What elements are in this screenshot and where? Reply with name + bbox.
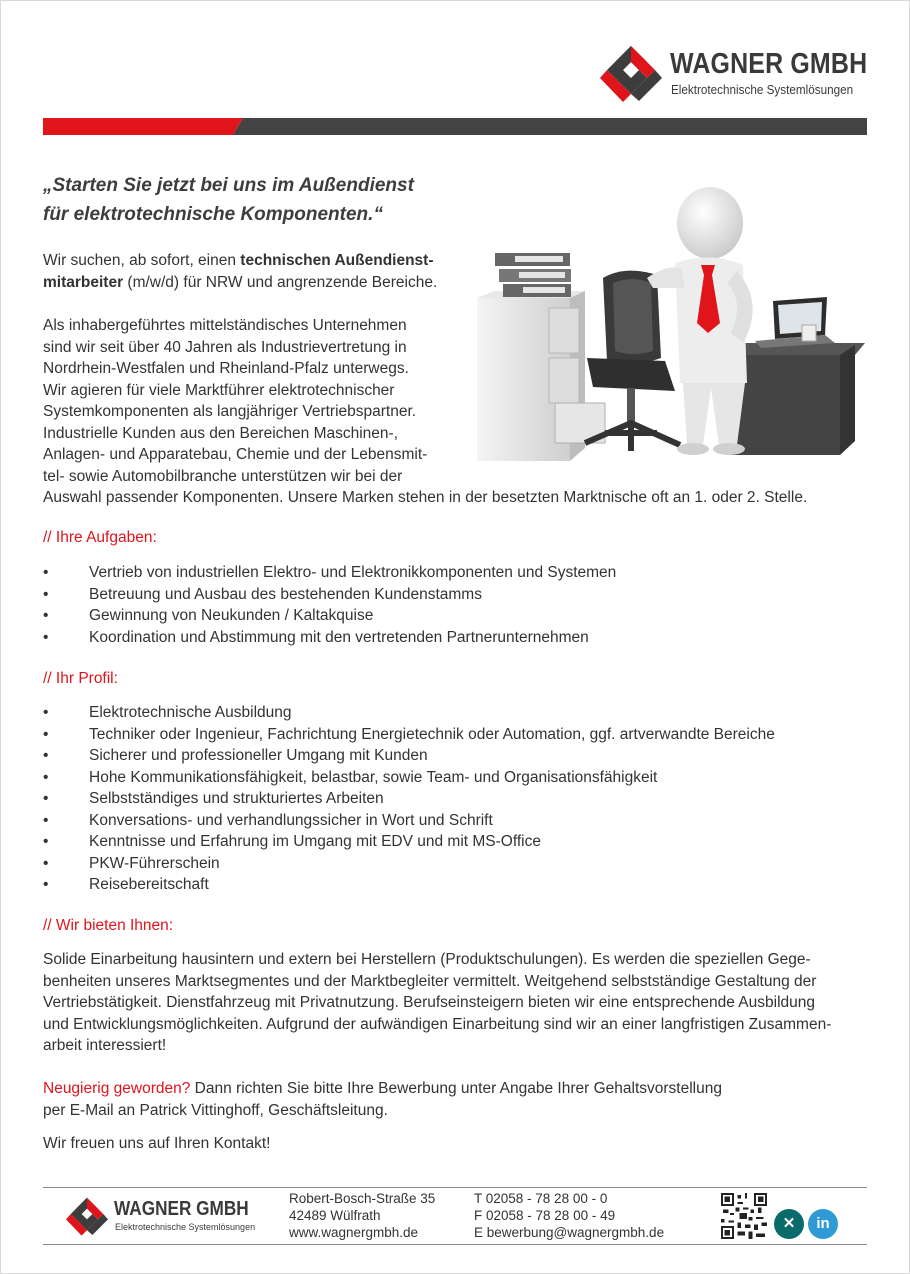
company-line: Wir agieren für viele Marktführer elektrotechnischer [43,381,395,399]
profile-heading: // Ihr Profil: [43,670,118,687]
headline-line-2: für elektrotechnische Komponenten.“ [43,204,383,225]
footer-email-link[interactable]: E bewerbung@wagnergmbh.de [474,1225,665,1240]
company-line: tel- sowie Automobilbranche unterstützen wir bei der [43,467,403,485]
tasks-heading: // Ihre Aufgaben: [43,529,157,546]
qr-code-icon[interactable] [721,1193,767,1239]
company-line: sind wir seit über 40 Jahren als Industrievertretung in [43,338,407,356]
list-item: • Selbstständiges und strukturiertes Arbeiten [43,788,863,810]
list-item: • Vertrieb von industriellen Elektro- und Elektronikkomponenten und Systemen [43,562,863,584]
footer-street: Robert-Bosch-Straße 35 [289,1191,436,1206]
offer-heading: // Wir bieten Ihnen: [43,917,174,934]
office-illustration [475,183,867,468]
intro-bold-1: technischen Außendienst- [240,252,434,269]
header-bar [43,118,867,135]
wagner-logo-icon [600,44,662,102]
offer-line: arbeit interessiert! [43,1037,167,1054]
footer-city: 42489 Wülfrath [289,1208,381,1223]
offer-paragraph [43,949,873,1057]
list-item: • Techniker oder Ingenieur, Fachrichtung Energietechnik oder Automation, ggf. artverwandte Bereiche [43,724,863,746]
headline [43,171,483,229]
cta-highlight: Neugierig geworden? [43,1080,191,1097]
company-line: Anlagen- und Apparatebau, Chemie und der Lebensmit- [43,446,428,463]
profile-list [43,702,863,896]
company-line: Systemkomponenten als langjähriger Vertriebspartner. [43,403,417,420]
footer-phone: T 02058 - 78 28 00 - 0 [474,1191,608,1206]
offer-line: und Entwicklungsmöglichkeiten. Aufgrund der aufwändigen Einarbeitung sind wir an einer langfristigen Zusammen- [43,1015,832,1033]
list-item: • Gewinnung von Neukunden / Kaltakquise [43,605,863,627]
list-item: • Koordination und Abstimmung mit den vertretenden Partnerunternehmen [43,627,863,649]
headline-line-1: „Starten Sie jetzt bei uns im Außendienst [43,175,414,196]
company-line: Nordrhein-Westfalen und Rheinland-Pfalz unterwegs. [43,360,409,377]
intro-bold-2: mitarbeiter [43,273,124,291]
footer-fax: F 02058 - 78 28 00 - 49 [474,1208,616,1223]
closing-text: Wir freuen uns auf Ihren Kontakt! [43,1135,271,1152]
call-to-action [43,1078,873,1121]
footer-contact [474,1190,664,1241]
list-item: • PKW-Führerschein [43,853,863,875]
tasks-list [43,562,863,648]
offer-line: Solide Einarbeitung hausintern und extern bei Herstellern (Produktschulungen). Es werden die speziellen Gege- [43,951,811,968]
list-item: • Betreuung und Ausbau des bestehenden Kundenstamms [43,584,863,606]
intro-text [43,250,483,293]
cta-line-2: per E-Mail an Patrick Vittinghoff, Geschäftsleitung. [43,1101,388,1119]
intro-part-1: Wir suchen, ab sofort, einen [43,252,241,269]
list-item: • Kenntnisse und Erfahrung im Umgang mit EDV und mit MS-Office [43,831,863,853]
footer-website-link[interactable]: www.wagnergmbh.de [289,1225,419,1240]
footer-company-name: WAGNER GMBH [114,1198,249,1220]
linkedin-icon[interactable]: in [808,1209,838,1239]
intro-part-2: (m/w/d) für NRW und angrenzende Bereiche. [123,273,438,291]
list-item: • Hohe Kommunikationsfähigkeit, belastbar, sowie Team- und Organisationsfähigkeit [43,767,863,789]
wagner-logo-icon [66,1196,108,1236]
company-line: Als inhabergeführtes mittelständisches Unternehmen [43,317,407,334]
offer-line: benheiten unseres Marktsegmentes und der Marktbegleiter vermittelt. Weitgehend selbstständige Gestaltung der [43,972,817,990]
company-name: WAGNER GMBH [670,48,868,80]
footer-divider-bottom [43,1244,867,1245]
footer-address [289,1190,435,1241]
list-item: • Reisebereitschaft [43,874,863,896]
offer-line: Vertriebstätigkeit. Dienstfahrzeug mit Privatnutzung. Berufseinsteigern bieten wir eine entsprechende Ausbildung [43,994,816,1011]
list-item: • Elektrotechnische Ausbildung [43,702,863,724]
company-logo [600,44,870,104]
company-line: Industrielle Kunden aus den Bereichen Maschinen-, [43,424,399,442]
footer-divider-top [43,1187,867,1188]
footer-company-tagline: Elektrotechnische Systemlösungen [115,1222,256,1232]
xing-icon[interactable]: ✕ [774,1209,804,1239]
company-line: Auswahl passender Komponenten. Unsere Marken stehen in der besetzten Marktnische oft an 1. oder 2. Stelle. [43,489,808,506]
footer-logo [66,1196,256,1236]
list-item: • Sicherer und professioneller Umgang mit Kunden [43,745,863,767]
list-item: • Konversations- und verhandlungssicher in Wort und Schrift [43,810,863,832]
cta-line-1: Dann richten Sie bitte Ihre Bewerbung unter Angabe Ihrer Gehaltsvorstellung [190,1080,722,1097]
company-tagline: Elektrotechnische Systemlösungen [671,82,854,97]
